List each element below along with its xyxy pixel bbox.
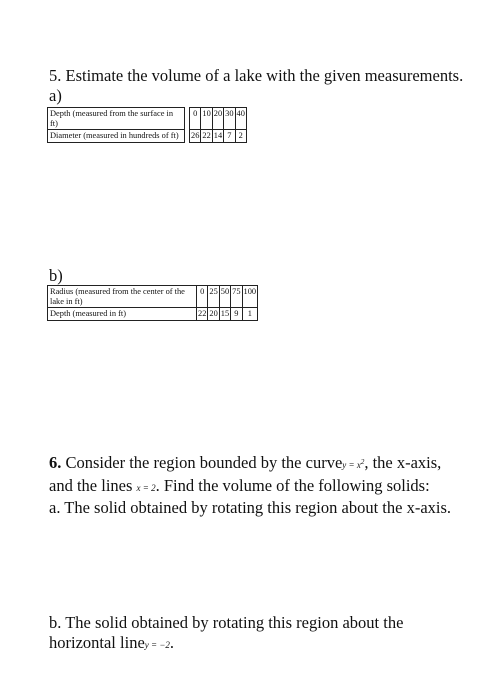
- horizontal-line-equation: y = −2: [144, 639, 170, 650]
- row-header-radius: Radius (measured from the center of the lake in ft): [48, 286, 197, 308]
- table-cell: 22: [201, 130, 212, 143]
- table-cell: 7: [224, 130, 235, 143]
- table-cell: 15: [219, 308, 230, 321]
- row-header-diameter: Diameter (measured in hundreds of ft): [48, 130, 185, 143]
- question-5-title: 5. Estimate the volume of a lake with the given measurements.: [49, 66, 464, 85]
- question-6: [49, 453, 461, 518]
- table-cell: 40: [235, 108, 246, 130]
- question-6-intro: 6. Consider the region bounded by the curvey = $x^2$, the x-axis, and the lines x = 2. Find the volume of the following solids:: [49, 453, 442, 495]
- row-header-depth: Depth (measured in ft): [48, 308, 197, 321]
- table-cell: 30: [224, 108, 235, 130]
- curve-equation: $y = x^2$: [342, 458, 365, 470]
- table-cell: 1: [242, 308, 258, 321]
- table-row: [48, 130, 247, 143]
- table-cell: 0: [190, 108, 201, 130]
- table-cell: 100: [242, 286, 258, 308]
- table-cell: 26: [190, 130, 201, 143]
- table-cell: 14: [212, 130, 223, 143]
- table-cell: 20: [208, 308, 219, 321]
- part-a-label: a): [49, 86, 62, 105]
- row-header-depth: Depth (measured from the surface in ft): [48, 108, 185, 130]
- table-cell: 20: [212, 108, 223, 130]
- table-cell: 25: [208, 286, 219, 308]
- table-cell: 75: [231, 286, 242, 308]
- table-cell: 50: [219, 286, 230, 308]
- lake-table-b: [47, 285, 258, 321]
- table-row: [48, 286, 258, 308]
- line-equation: x = 2: [136, 482, 156, 493]
- table-row: [48, 108, 247, 130]
- table-cell: 0: [197, 286, 208, 308]
- table-cell: 10: [201, 108, 212, 130]
- table-cell: 2: [235, 130, 246, 143]
- question-6-number: 6.: [49, 453, 62, 472]
- table-cell: 9: [231, 308, 242, 321]
- part-b-label: b): [49, 266, 63, 285]
- question-6-part-b: b. The solid obtained by rotating this region about the horizontal liney = −2.: [49, 613, 404, 652]
- table-row: [48, 308, 258, 321]
- table-cell: 22: [197, 308, 208, 321]
- lake-table-a: [47, 107, 247, 143]
- question-6-part-a: a. The solid obtained by rotating this region about the x-axis.: [49, 498, 452, 517]
